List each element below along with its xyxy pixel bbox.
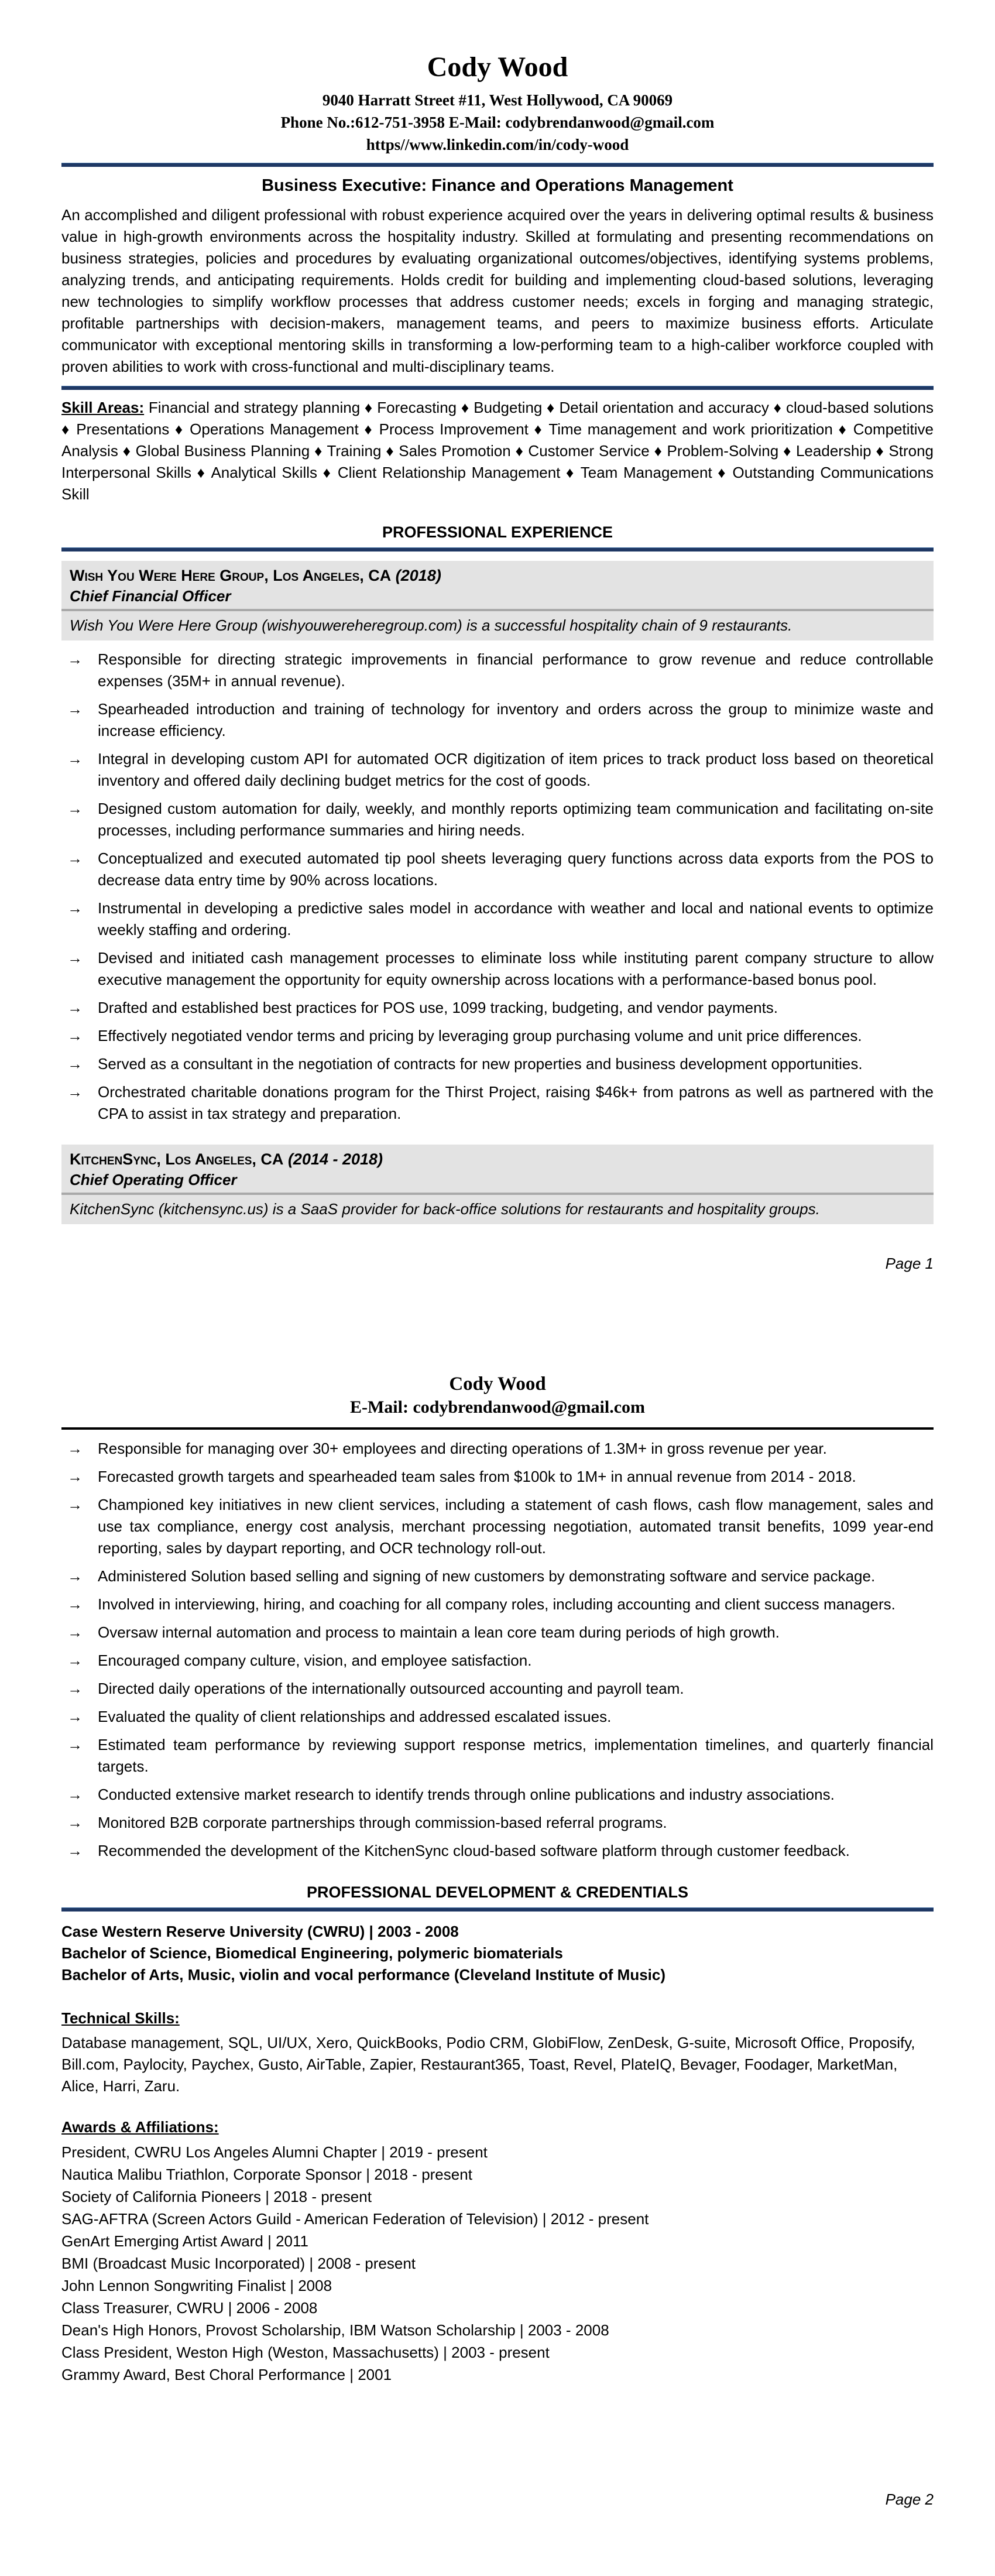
arrow-bullet-icon: → [67,1054,83,1073]
page2-number: Page 2 [885,2491,934,2508]
bullet-text: Integral in developing custom API for automated OCR digitization of item prices to track product loss based on theoretical inventory and offered daily declining budget metrics for the cost of goods. [98,749,934,789]
bullet-item [61,1784,934,1806]
bullet-text: Responsible for directing strategic improvements in financial performance to grow revenue and reduce controllable expenses (35M+ in annual revenue). [98,650,934,690]
award-line: Class Treasurer, CWRU | 2006 - 2008 [61,2298,318,2317]
job2-dates: (2014 - 2018) [287,1150,383,1168]
award-line: Dean's High Honors, Provost Scholarship, IBM Watson Scholarship | 2003 - 2008 [61,2321,609,2339]
bullet-text: Orchestrated charitable donations program for the Thirst Project, raising $46k+ from patrons as well as partnered with the CPA to assist in tax strategy and preparation. [98,1083,934,1122]
arrow-bullet-icon: → [67,948,83,967]
award-line: Class President, Weston High (Weston, Massachusetts) | 2003 - present [61,2343,550,2361]
bullet-text: Drafted and established best practices for POS use, 1099 tracking, budgeting, and vendor payments. [98,998,778,1016]
award-line: GenArt Emerging Artist Award | 2011 [61,2232,309,2250]
arrow-bullet-icon: → [67,1785,83,1803]
bullet-item [61,997,934,1019]
education-line: Case Western Reserve University (CWRU) | 2003 - 2008 [61,1922,459,1940]
experience-heading-rule [61,547,934,551]
arrow-bullet-icon: → [67,1026,83,1044]
bullet-item [61,748,934,792]
job1-title: Chief Financial Officer [70,587,231,605]
job2-bullet-list [61,1438,934,1862]
bullet-text: Involved in interviewing, hiring, and coaching for all company roles, including accounting and client success managers. [98,1595,896,1613]
page2-candidate-name: Cody Wood [449,1373,546,1395]
summary-divider-rule [61,386,934,390]
linkedin-line: https//www.linkedin.com/in/cody-wood [366,135,629,153]
page1-header [61,0,934,156]
header-divider-rule [61,163,934,167]
bullet-text: Forecasted growth targets and spearheaded team sales from $100k to 1M+ in annual revenue from 2014 - 2018. [98,1467,856,1485]
page2-header-rule [61,1427,934,1430]
awards-label: Awards & Affiliations: [61,2118,219,2136]
bullet-text: Oversaw internal automation and process to maintain a lean core team during periods of high growth. [98,1623,780,1641]
arrow-bullet-icon: → [67,1841,83,1859]
job2-description: KitchenSync (kitchensync.us) is a SaaS provider for back-office solutions for restaurants and hospitality groups. [70,1200,820,1218]
arrow-bullet-icon: → [67,1623,83,1641]
bullet-item [61,1438,934,1460]
award-line: Society of California Pioneers | 2018 - present [61,2187,372,2205]
bullet-item [61,1081,934,1125]
arrow-bullet-icon: → [67,1735,83,1753]
arrow-bullet-icon: → [67,899,83,917]
arrow-bullet-icon: → [67,849,83,867]
job1-bullet-list [61,649,934,1125]
arrow-bullet-icon: → [67,1567,83,1585]
bullet-text: Evaluated the quality of client relationships and addressed escalated issues. [98,1707,612,1725]
arrow-bullet-icon: → [67,1083,83,1101]
arrow-bullet-icon: → [67,749,83,768]
candidate-name: Cody Wood [427,52,568,83]
bullet-item [61,1594,934,1615]
awards-list [61,2141,934,2386]
arrow-bullet-icon: → [67,998,83,1016]
bullet-text: Conducted extensive market research to identify trends through online publications and industry associations. [98,1785,835,1803]
bullet-text: Recommended the development of the KitchenSync cloud-based software platform through customer feedback. [98,1841,850,1859]
bullet-text: Conceptualized and executed automated tip pool sheets leveraging query functions across data exports from the POS to decrease data entry time by 90% across locations. [98,849,934,889]
arrow-bullet-icon: → [67,1495,83,1513]
page1-number: Page 1 [885,1254,934,1272]
job1-description: Wish You Were Here Group (wishyouwereheregroup.com) is a successful hospitality chain of 9 restaurants. [70,616,792,634]
awards-label-row [61,2118,934,2136]
bullet-text: Championed key initiatives in new client services, including a statement of cash flows, cash flow management, sales and use tax compliance, energy cost analysis, merchant processing negotiation, automated transit benefits, 1099 year-end reporting, sales by daypart reporting, and OCR technology roll-out. [98,1495,934,1557]
bullet-item [61,898,934,941]
skill-areas-list: Financial and strategy planning ♦ Forecasting ♦ Budgeting ♦ Detail orientation and accuracy ♦ cloud-based solutions ♦ Presentations ♦ Operations Management ♦ Process Improvement ♦ Time management and work prioritization ♦ Competitive Analysis ♦ Global Business Planning ♦ Training ♦ Sales Promotion ♦ Customer Service ♦ Problem-Solving ♦ Leadership ♦ Strong Interpersonal Skills ♦ Analytical Skills ♦ Client Relationship Management ♦ Team Management ♦ Outstanding Communications Skill [61,398,934,503]
bullet-text: Designed custom automation for daily, weekly, and monthly reports optimizing team communication and facilitating on-site processes, including performance summaries and hiring needs. [98,799,934,839]
arrow-bullet-icon: → [67,1467,83,1485]
job1-header-box [61,561,934,640]
bullet-item [61,1025,934,1047]
bullet-text: Estimated team performance by reviewing support response metrics, implementation timelines, and quarterly financial targets. [98,1735,934,1775]
bullet-text: Served as a consultant in the negotiation of contracts for new properties and business development opportunities. [98,1054,863,1073]
job1-dates: (2018) [395,566,441,584]
summary-paragraph: An accomplished and diligent professional with robust experience acquired over the years in delivering optimal results & business value in high-growth environments across the hospitality industry. Skilled at formulating and presenting recommendations on business strategies, policies and procedures by evaluating organizational outcomes/objectives, identifying systems problems, analyzing trends, and anticipating requirements. Holds credit for building and implementing cloud-based solutions, leveraging new technologies to simplify workflow processes that address customer needs; excels in forging and managing strategic, profitable partnerships with decision-makers, management teams, and peers to maximize business efforts. Articulate communicator with exceptional mentoring skills in transforming a low-performing team to a high-caliber workforce coupled with proven abilities to work with cross-functional and multi-disciplinary teams. [61,205,934,375]
bullet-item [61,798,934,841]
bullet-text: Responsible for managing over 30+ employees and directing operations of 1.3M+ in gross revenue per year. [98,1439,827,1457]
bullet-text: Spearheaded introduction and training of technology for inventory and orders across the group to minimize waste and increase efficiency. [98,700,934,739]
bullet-item [61,1466,934,1488]
technical-skills-label: Technical Skills: [61,2009,180,2027]
job2-company-line [70,1149,925,1170]
bullet-item [61,1840,934,1862]
skill-areas-paragraph [61,397,934,505]
arrow-bullet-icon: → [67,1595,83,1613]
bullet-item [61,1494,934,1559]
job2-head [61,1145,934,1193]
credentials-heading: PROFESSIONAL DEVELOPMENT & CREDENTIALS [306,1883,689,1901]
bullet-item [61,947,934,991]
arrow-bullet-icon: → [67,799,83,817]
award-line: President, CWRU Los Angeles Alumni Chapter | 2019 - present [61,2143,488,2161]
technical-skills-label-row [61,2009,934,2027]
bullet-item [61,1812,934,1834]
award-line: SAG-AFTRA (Screen Actors Guild - American Federation of Television) | 2012 - present [61,2210,649,2228]
professional-experience-heading: PROFESSIONAL EXPERIENCE [382,523,613,541]
job1-company-line [70,566,925,586]
award-line: John Lennon Songwriting Finalist | 2008 [61,2276,332,2294]
technical-skills-text: Database management, SQL, UI/UX, Xero, QuickBooks, Podio CRM, GlobiFlow, ZenDesk, G-suite, Microsoft Office, Proposify, Bill.com, Paylocity, Paychex, Gusto, AirTable, Zapier, Restaurant365, Toast, Revel, PlateIQ, Bevager, Foodager, MarketMan, Alice, Harri, Zaru. [61,2033,915,2095]
bullet-item [61,1053,934,1075]
award-line: Nautica Malibu Triathlon, Corporate Sponsor | 2018 - present [61,2165,472,2183]
arrow-bullet-icon: → [67,1679,83,1697]
bullet-text: Administered Solution based selling and signing of new customers by demonstrating software and service package. [98,1567,876,1585]
bullet-item [61,1678,934,1700]
skill-areas-label: Skill Areas: [61,398,145,416]
arrow-bullet-icon: → [67,1439,83,1457]
arrow-bullet-icon: → [67,1651,83,1669]
education-line: Bachelor of Science, Biomedical Engineering, polymeric biomaterials [61,1944,563,1962]
bullet-item [61,848,934,891]
bullet-item [61,698,934,742]
arrow-bullet-icon: → [67,650,83,668]
job2-header-box [61,1145,934,1224]
bullet-item [61,1622,934,1643]
bullet-text: Instrumental in developing a predictive sales model in accordance with weather and local and national events to optimize weekly staffing and ordering. [98,899,934,938]
bullet-text: Effectively negotiated vendor terms and pricing by leveraging group purchasing volume and unit price differences. [98,1026,862,1044]
address-line: 9040 Harratt Street #11, West Hollywood, CA 90069 [322,91,673,109]
page2-email-line: E-Mail: codybrendanwood@gmail.com [349,1397,646,1417]
page2-header [61,1372,934,1419]
bullet-text: Devised and initiated cash management processes to eliminate loss while instituting parent company structure to allow executive management the opportunity for equity ownership across locations with a performance-based bonus pool. [98,948,934,988]
job1-head [61,561,934,609]
arrow-bullet-icon: → [67,700,83,718]
award-line: BMI (Broadcast Music Incorporated) | 2008 - present [61,2254,416,2272]
job2-title: Chief Operating Officer [70,1170,237,1188]
bullet-text: Directed daily operations of the internationally outsourced accounting and payroll team. [98,1679,684,1697]
arrow-bullet-icon: → [67,1707,83,1725]
resume-title: Business Executive: Finance and Operations Management [262,176,733,195]
job1-company: Wish You Were Here Group, Los Angeles, CA [70,566,392,584]
bullet-item [61,1566,934,1587]
job2-company: KitchenSync, Los Angeles, CA [70,1150,284,1168]
arrow-bullet-icon: → [67,1813,83,1831]
bullet-item [61,1650,934,1671]
bullet-item [61,1706,934,1728]
bullet-item [61,649,934,692]
credentials-heading-rule [61,1907,934,1912]
education-line: Bachelor of Arts, Music, violin and vocal performance (Cleveland Institute of Music) [61,1965,666,1984]
phone-email-line: Phone No.:612-751-3958 E-Mail: codybrendanwood@gmail.com [280,113,715,131]
bullet-text: Encouraged company culture, vision, and employee satisfaction. [98,1651,532,1669]
bullet-item [61,1734,934,1777]
bullet-text: Monitored B2B corporate partnerships through commission-based referral programs. [98,1813,667,1831]
award-line: Grammy Award, Best Choral Performance | 2001 [61,2365,392,2383]
education-block [61,1921,934,1986]
